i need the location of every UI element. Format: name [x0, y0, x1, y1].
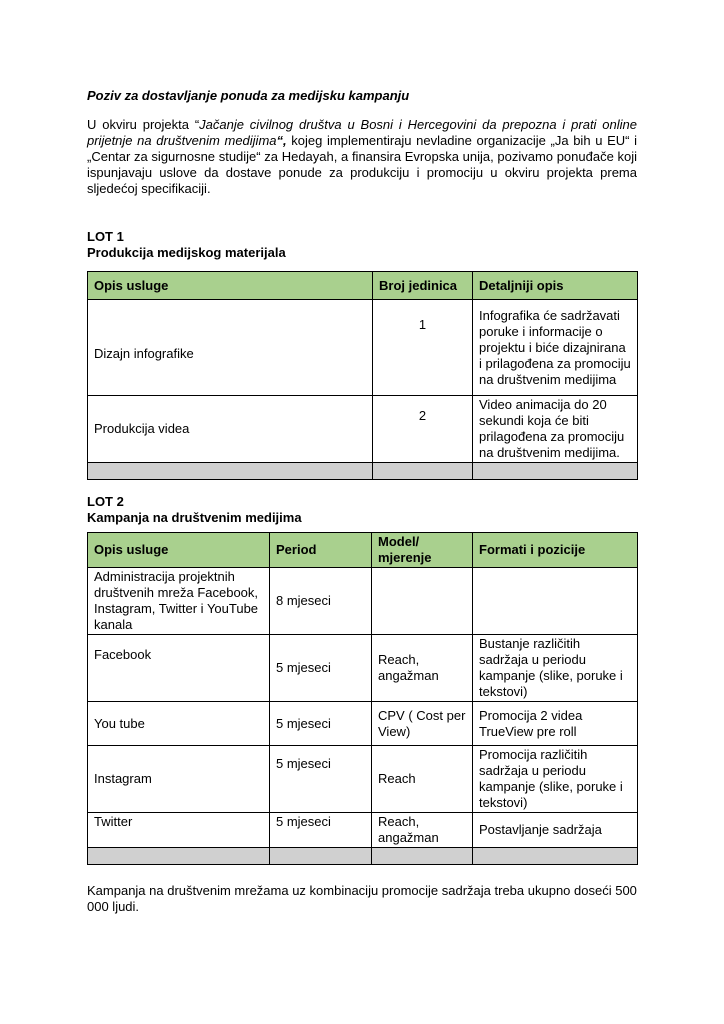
column-header: Broj jedinica	[373, 272, 473, 300]
lot2-table	[87, 532, 638, 865]
table-footer-row	[88, 848, 638, 865]
model-cell: Reach, angažman	[372, 635, 473, 702]
period-cell: 5 mjeseci	[270, 635, 372, 702]
table-row	[88, 813, 638, 848]
service-cell: Facebook	[88, 635, 270, 702]
period-cell: 5 mjeseci	[270, 813, 372, 848]
table-row	[88, 746, 638, 813]
description-cell: Video animacija do 20 sekundi koja će biti prilagođena za promociju na društvenim medijima.	[473, 396, 638, 463]
table-row	[88, 568, 638, 635]
lot1-label: LOT 1	[87, 229, 124, 244]
intro-paragraph	[87, 117, 637, 197]
project-name-close-quote: “,	[276, 133, 287, 148]
column-header: Period	[270, 533, 372, 568]
column-header: Opis usluge	[88, 533, 270, 568]
lot2-subtitle: Kampanja na društvenim medijima	[87, 510, 302, 525]
lot2-label: LOT 2	[87, 494, 124, 509]
column-header: Formati i pozicije	[473, 533, 638, 568]
period-cell: 5 mjeseci	[270, 702, 372, 746]
lot1-subtitle: Produkcija medijskog materijala	[87, 245, 286, 260]
description-cell: Infografika će sadržavati poruke i informacije o projektu i biće dizajnirana i prilagođena za promociju na društvenim medijima	[473, 300, 638, 396]
formats-cell: Promocija 2 videa TrueView pre roll	[473, 702, 638, 746]
intro-text-2: kojeg implementiraju nevladine organizacije „Ja bih u EU“ i „Centar za sigurnosne studije“ za Hedayah, a finansira Evropska unija, pozivamo ponuđače koji ispunjavaju uslove da dostave ponude za produkciju i promociju u okviru projekta prema sljedećoj specifikaciji.	[87, 133, 637, 196]
footer-paragraph: Kampanja na društvenim mrežama uz kombinaciju promocije sadržaja treba ukupno doseći 500 000 ljudi.	[87, 883, 637, 914]
column-header: Opis usluge	[88, 272, 373, 300]
service-cell: Instagram	[88, 746, 270, 813]
units-cell: 2	[373, 396, 473, 463]
service-cell: You tube	[88, 702, 270, 746]
model-cell: Reach	[372, 746, 473, 813]
table-row	[88, 300, 638, 396]
service-cell: Produkcija videa	[88, 396, 373, 463]
table-header-row	[88, 533, 638, 568]
table-row	[88, 702, 638, 746]
formats-cell: Bustanje različitih sadržaja u periodu kampanje (slike, poruke i tekstovi)	[473, 635, 638, 702]
project-name: Jačanje civilnog društva u Bosni i Hercegovini da prepozna i prati online prijetnje na društvenim medijima	[87, 117, 637, 148]
service-cell: Twitter	[88, 813, 270, 848]
formats-cell: Postavljanje sadržaja	[473, 813, 638, 848]
column-header: Detaljniji opis	[473, 272, 638, 300]
period-cell: 8 mjeseci	[270, 568, 372, 635]
document-page	[87, 88, 637, 928]
document-title: Poziv za dostavljanje ponuda za medijsku kampanju	[87, 88, 410, 103]
intro-text-1: U okviru projekta “	[87, 117, 200, 132]
units-cell: 1	[373, 300, 473, 396]
service-cell: Administracija projektnih društvenih mreža Facebook, Instagram, Twitter i YouTube kanala	[88, 568, 270, 635]
lot1-table	[87, 271, 638, 480]
model-cell: CPV ( Cost per View)	[372, 702, 473, 746]
model-cell	[372, 568, 473, 635]
table-footer-row	[88, 463, 638, 480]
service-cell: Dizajn infografike	[88, 300, 373, 396]
period-cell: 5 mjeseci	[270, 746, 372, 813]
formats-cell: Promocija različitih sadržaja u periodu kampanje (slike, poruke i tekstovi)	[473, 746, 638, 813]
table-header-row	[88, 272, 638, 300]
column-header: Model/ mjerenje	[372, 533, 473, 568]
table-row	[88, 396, 638, 463]
model-cell: Reach, angažman	[372, 813, 473, 848]
formats-cell	[473, 568, 638, 635]
table-row	[88, 635, 638, 702]
